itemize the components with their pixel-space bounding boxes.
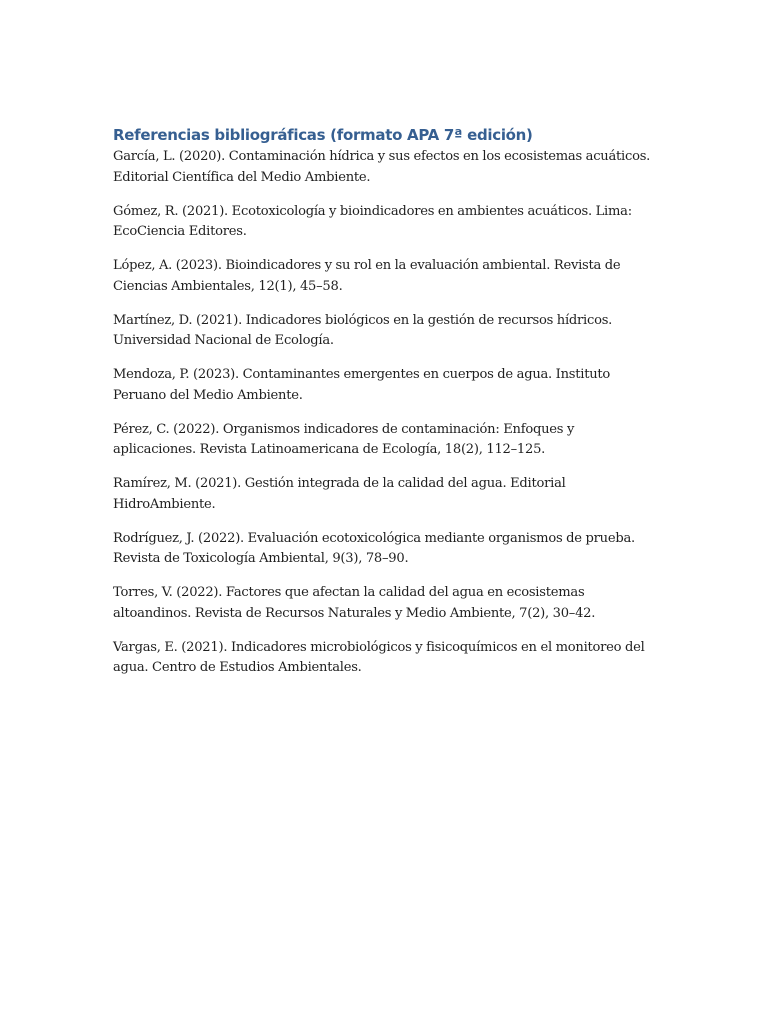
reference-entry: López, A. (2023). Bioindicadores y su rol en la evaluación ambiental. Revista de Ciencias Ambientales, 12(1), 45–58.	[113, 258, 621, 294]
reference-entry: Mendoza, P. (2023). Contaminantes emergentes en cuerpos de agua. Instituto Peruano del Medio Ambiente.	[113, 367, 611, 403]
references-section	[113, 124, 658, 692]
references-heading: Referencias bibliográficas (formato APA 7ª edición)	[113, 126, 533, 144]
reference-entry: García, L. (2020). Contaminación hídrica y sus efectos en los ecosistemas acuáticos. Editorial Científica del Medio Ambiente.	[113, 149, 651, 185]
reference-entry: Rodríguez, J. (2022). Evaluación ecotoxicológica mediante organismos de prueba. Revista de Toxicología Ambiental, 9(3), 78–90.	[113, 530, 635, 566]
reference-entry: Torres, V. (2022). Factores que afectan la calidad del agua en ecosistemas altoandinos. Revista de Recursos Naturales y Medio Ambiente, 7(2), 30–42.	[113, 585, 596, 621]
reference-entry: Ramírez, M. (2021). Gestión integrada de la calidad del agua. Editorial HidroAmbiente.	[113, 476, 566, 512]
reference-entry: Gómez, R. (2021). Ecotoxicología y bioindicadores en ambientes acuáticos. Lima: EcoCiencia Editores.	[113, 203, 632, 239]
reference-entry: Martínez, D. (2021). Indicadores biológicos en la gestión de recursos hídricos. Universidad Nacional de Ecología.	[113, 312, 613, 348]
reference-entry: Vargas, E. (2021). Indicadores microbiológicos y fisicoquímicos en el monitoreo del agua. Centro de Estudios Ambientales.	[113, 639, 645, 675]
reference-entry: Pérez, C. (2022). Organismos indicadores de contaminación: Enfoques y aplicaciones. Revista Latinoamericana de Ecología, 18(2), 112–125.	[113, 421, 575, 457]
